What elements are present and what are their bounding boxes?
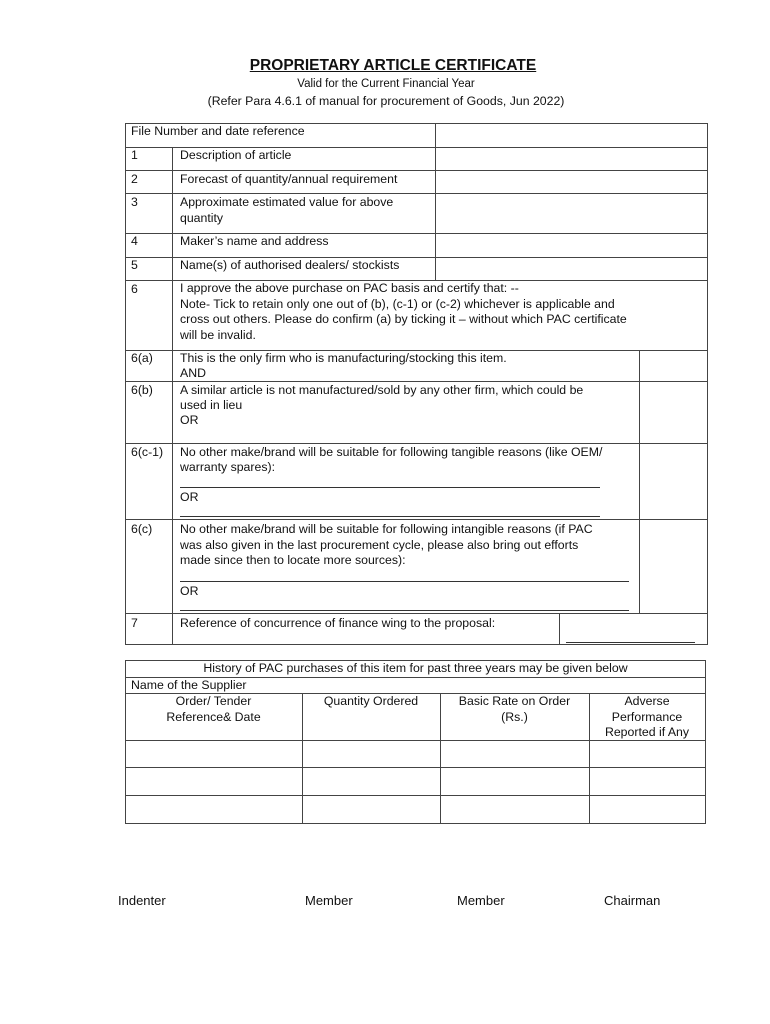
intangible-reasons-line[interactable] — [180, 581, 629, 582]
history-border-bottom — [125, 823, 706, 824]
row-divider — [125, 193, 708, 194]
row-6b-line1: A similar article is not manufactured/sold by any other firm, which could be — [180, 383, 584, 397]
row-6-line2: Note- Tick to retain only one out of (b), (c-1) or (c-2) whichever is applicable and — [180, 297, 615, 311]
signature-member-1: Member — [305, 893, 353, 908]
row-1-label: Description of article — [180, 148, 292, 162]
row-6-number: 6 — [131, 282, 138, 296]
validity-subtitle: Valid for the Current Financial Year — [297, 78, 475, 90]
row-2-label: Forecast of quantity/annual requirement — [180, 172, 398, 186]
history-border-right — [705, 660, 706, 824]
col-divider-finance — [559, 613, 560, 644]
row-3-number: 3 — [131, 195, 138, 209]
row-6-line3: cross out others. Please do confirm (a) by ticking it – without which PAC certificate — [180, 312, 627, 326]
row-6c1-or: OR — [180, 490, 199, 504]
history-heading: History of PAC purchases of this item for past three years may be given below — [203, 661, 628, 675]
tick-box-6c[interactable] — [641, 521, 705, 612]
intangible-reasons-line-2[interactable] — [180, 610, 629, 611]
file-reference-label: File Number and date reference — [131, 124, 305, 138]
table-border-bottom — [125, 644, 708, 645]
tick-box-6a[interactable] — [641, 352, 705, 380]
row-3-label-line2: quantity — [180, 211, 224, 225]
tangible-reasons-line[interactable] — [180, 487, 600, 488]
row-6b-number: 6(b) — [131, 383, 153, 397]
col-divider-number — [172, 147, 173, 644]
row-divider — [125, 613, 708, 614]
supplier-name-label: Name of the Supplier — [131, 678, 247, 692]
row-2-number: 2 — [131, 172, 138, 186]
row-1-number: 1 — [131, 148, 138, 162]
row-divider — [125, 443, 708, 444]
adverse-header-line1: Adverse — [624, 694, 670, 708]
row-5-label: Name(s) of authorised dealers/ stockists — [180, 258, 400, 272]
manual-reference: (Refer Para 4.6.1 of manual for procurement of Goods, Jun 2022) — [207, 94, 565, 108]
row-divider — [125, 519, 708, 520]
history-entry-row-2[interactable] — [126, 768, 705, 795]
basic-rate-header-line1: Basic Rate on Order — [458, 694, 571, 708]
row-3-label-line1: Approximate estimated value for above — [180, 195, 394, 209]
row-6c1-line2: warranty spares): — [180, 460, 275, 474]
row-6c-number: 6(c) — [131, 522, 153, 536]
row-6a-line1: This is the only firm who is manufacturing/stocking this item. — [180, 351, 507, 365]
col-divider-entry — [435, 123, 436, 280]
row-divider — [125, 170, 708, 171]
row-6c-line2: was also given in the last procurement cycle, please also bring out efforts — [180, 538, 579, 552]
col-divider-tick — [639, 350, 640, 613]
signature-chairman: Chairman — [604, 893, 661, 908]
adverse-header-line2: Performance — [611, 710, 683, 724]
page-title: PROPRIETARY ARTICLE CERTIFICATE — [249, 57, 537, 74]
file-reference-field[interactable] — [437, 125, 705, 146]
row-4-label: Maker’s name and address — [180, 234, 329, 248]
row-6a-line2: AND — [180, 366, 206, 380]
tick-box-6b[interactable] — [641, 383, 705, 442]
dealers-field[interactable] — [437, 259, 705, 279]
row-6c-line3: made since then to locate more sources): — [180, 553, 406, 567]
signature-indenter: Indenter — [118, 893, 166, 908]
row-6a-number: 6(a) — [131, 351, 153, 365]
row-6-line4: will be invalid. — [180, 328, 256, 342]
forecast-field[interactable] — [437, 172, 705, 192]
maker-field[interactable] — [437, 235, 705, 256]
order-reference-header-line1: Order/ Tender — [175, 694, 252, 708]
row-7-number: 7 — [131, 616, 138, 630]
row-6c-line1: No other make/brand will be suitable for following intangible reasons (if PAC — [180, 522, 593, 536]
adverse-header-line3: Reported if Any — [604, 725, 690, 739]
row-6c1-number: 6(c-1) — [131, 445, 164, 459]
basic-rate-header-line2: (Rs.) — [501, 710, 528, 724]
table-border-left — [125, 123, 126, 645]
row-4-number: 4 — [131, 234, 138, 248]
estimated-value-field[interactable] — [437, 195, 705, 232]
tangible-reasons-line-2[interactable] — [180, 516, 600, 517]
row-divider — [125, 381, 708, 382]
quantity-ordered-header: Quantity Ordered — [323, 694, 419, 708]
row-6c-or: OR — [180, 584, 199, 598]
signature-member-2: Member — [457, 893, 505, 908]
table-border-right — [707, 123, 708, 645]
history-entry-row-1[interactable] — [126, 741, 705, 767]
tick-box-6c1[interactable] — [641, 445, 705, 518]
row-6b-or: OR — [180, 413, 199, 427]
row-7-label: Reference of concurrence of finance wing to the proposal: — [180, 616, 496, 630]
description-field[interactable] — [437, 149, 705, 169]
row-6b-line2: used in lieu — [180, 398, 243, 412]
row-6c1-line1: No other make/brand will be suitable for following tangible reasons (like OEM/ — [180, 445, 603, 459]
row-5-number: 5 — [131, 258, 138, 272]
finance-concurrence-line[interactable] — [566, 642, 695, 643]
history-entry-row-3[interactable] — [126, 796, 705, 823]
order-reference-header-line2: Reference& Date — [166, 710, 261, 724]
row-6-line1: I approve the above purchase on PAC basis and certify that: -- — [180, 281, 519, 295]
